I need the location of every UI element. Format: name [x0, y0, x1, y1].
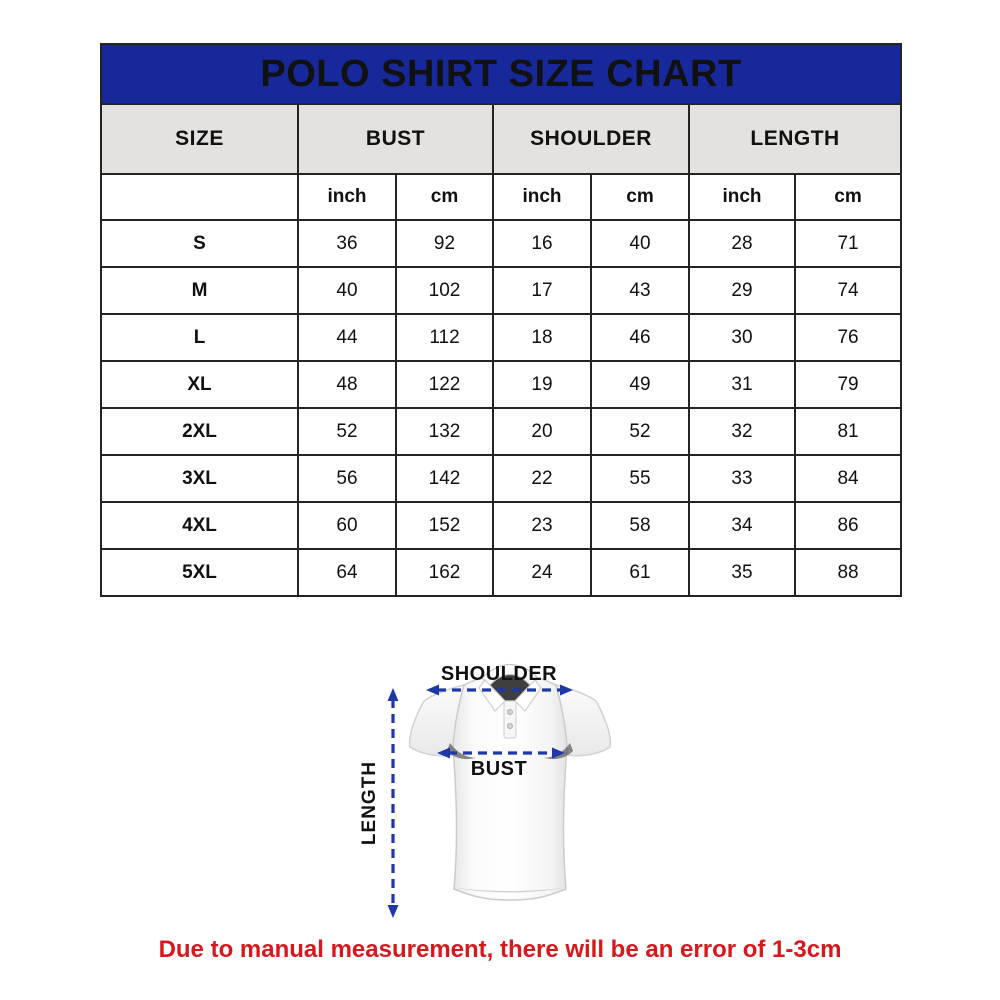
shoulder-inch-value: 23	[493, 502, 591, 549]
page-title: POLO SHIRT SIZE CHART	[101, 44, 901, 104]
bust-arrow	[437, 748, 565, 759]
column-group-row	[101, 104, 901, 174]
measurement-arrows	[358, 645, 640, 941]
column-header-length: LENGTH	[689, 104, 901, 174]
unit-cell-bust-cm: cm	[396, 174, 493, 220]
shoulder-cm-value: 61	[591, 549, 689, 596]
size-chart-table	[100, 43, 902, 597]
bust-inch-value: 48	[298, 361, 396, 408]
shoulder-label: SHOULDER	[440, 663, 558, 685]
length-inch-value: 28	[689, 220, 795, 267]
bust-cm-value: 142	[396, 455, 493, 502]
bust-cm-value: 112	[396, 314, 493, 361]
unit-cell-shoulder-inch: inch	[493, 174, 591, 220]
table-row	[101, 267, 901, 314]
size-label: 2XL	[101, 408, 298, 455]
column-header-bust: BUST	[298, 104, 493, 174]
unit-cell-shoulder-cm: cm	[591, 174, 689, 220]
shoulder-cm-value: 49	[591, 361, 689, 408]
title-row	[101, 44, 901, 104]
shoulder-inch-value: 20	[493, 408, 591, 455]
bust-cm-value: 92	[396, 220, 493, 267]
measurement-error-note: Due to manual measurement, there will be an error of 1-3cm	[158, 936, 842, 963]
column-header-size: SIZE	[101, 104, 298, 174]
bust-inch-value: 40	[298, 267, 396, 314]
length-cm-value: 86	[795, 502, 901, 549]
measurement-diagram	[358, 645, 640, 941]
unit-row	[101, 174, 901, 220]
table-row	[101, 408, 901, 455]
shoulder-inch-value: 19	[493, 361, 591, 408]
table-row	[101, 361, 901, 408]
size-label: 3XL	[101, 455, 298, 502]
length-inch-value: 35	[689, 549, 795, 596]
bust-label: BUST	[470, 758, 528, 780]
bust-cm-value: 132	[396, 408, 493, 455]
table-row	[101, 314, 901, 361]
shoulder-arrow	[426, 685, 573, 696]
shoulder-inch-value: 16	[493, 220, 591, 267]
size-label: S	[101, 220, 298, 267]
size-label: 5XL	[101, 549, 298, 596]
bust-cm-value: 162	[396, 549, 493, 596]
length-cm-value: 84	[795, 455, 901, 502]
length-inch-value: 30	[689, 314, 795, 361]
length-inch-value: 29	[689, 267, 795, 314]
bust-inch-value: 44	[298, 314, 396, 361]
length-cm-value: 71	[795, 220, 901, 267]
unit-cell-empty	[101, 174, 298, 220]
bust-inch-value: 36	[298, 220, 396, 267]
bust-cm-value: 102	[396, 267, 493, 314]
bust-inch-value: 56	[298, 455, 396, 502]
shoulder-inch-value: 17	[493, 267, 591, 314]
size-label: L	[101, 314, 298, 361]
length-cm-value: 79	[795, 361, 901, 408]
column-header-shoulder: SHOULDER	[493, 104, 689, 174]
length-cm-value: 88	[795, 549, 901, 596]
unit-cell-bust-inch: inch	[298, 174, 396, 220]
unit-cell-length-inch: inch	[689, 174, 795, 220]
size-label: XL	[101, 361, 298, 408]
shoulder-cm-value: 43	[591, 267, 689, 314]
shoulder-cm-value: 58	[591, 502, 689, 549]
table-row	[101, 502, 901, 549]
length-cm-value: 81	[795, 408, 901, 455]
bust-inch-value: 60	[298, 502, 396, 549]
shoulder-cm-value: 40	[591, 220, 689, 267]
length-inch-value: 32	[689, 408, 795, 455]
length-label: LENGTH	[359, 760, 380, 846]
shoulder-inch-value: 18	[493, 314, 591, 361]
length-inch-value: 31	[689, 361, 795, 408]
shoulder-cm-value: 55	[591, 455, 689, 502]
length-cm-value: 76	[795, 314, 901, 361]
table-row	[101, 549, 901, 596]
table-row	[101, 220, 901, 267]
bust-cm-value: 122	[396, 361, 493, 408]
shoulder-cm-value: 52	[591, 408, 689, 455]
length-arrow	[388, 688, 399, 918]
bust-cm-value: 152	[396, 502, 493, 549]
shoulder-inch-value: 22	[493, 455, 591, 502]
shoulder-inch-value: 24	[493, 549, 591, 596]
bust-inch-value: 52	[298, 408, 396, 455]
size-label: 4XL	[101, 502, 298, 549]
table-row	[101, 455, 901, 502]
shoulder-cm-value: 46	[591, 314, 689, 361]
length-inch-value: 34	[689, 502, 795, 549]
length-cm-value: 74	[795, 267, 901, 314]
unit-cell-length-cm: cm	[795, 174, 901, 220]
size-label: M	[101, 267, 298, 314]
length-inch-value: 33	[689, 455, 795, 502]
bust-inch-value: 64	[298, 549, 396, 596]
